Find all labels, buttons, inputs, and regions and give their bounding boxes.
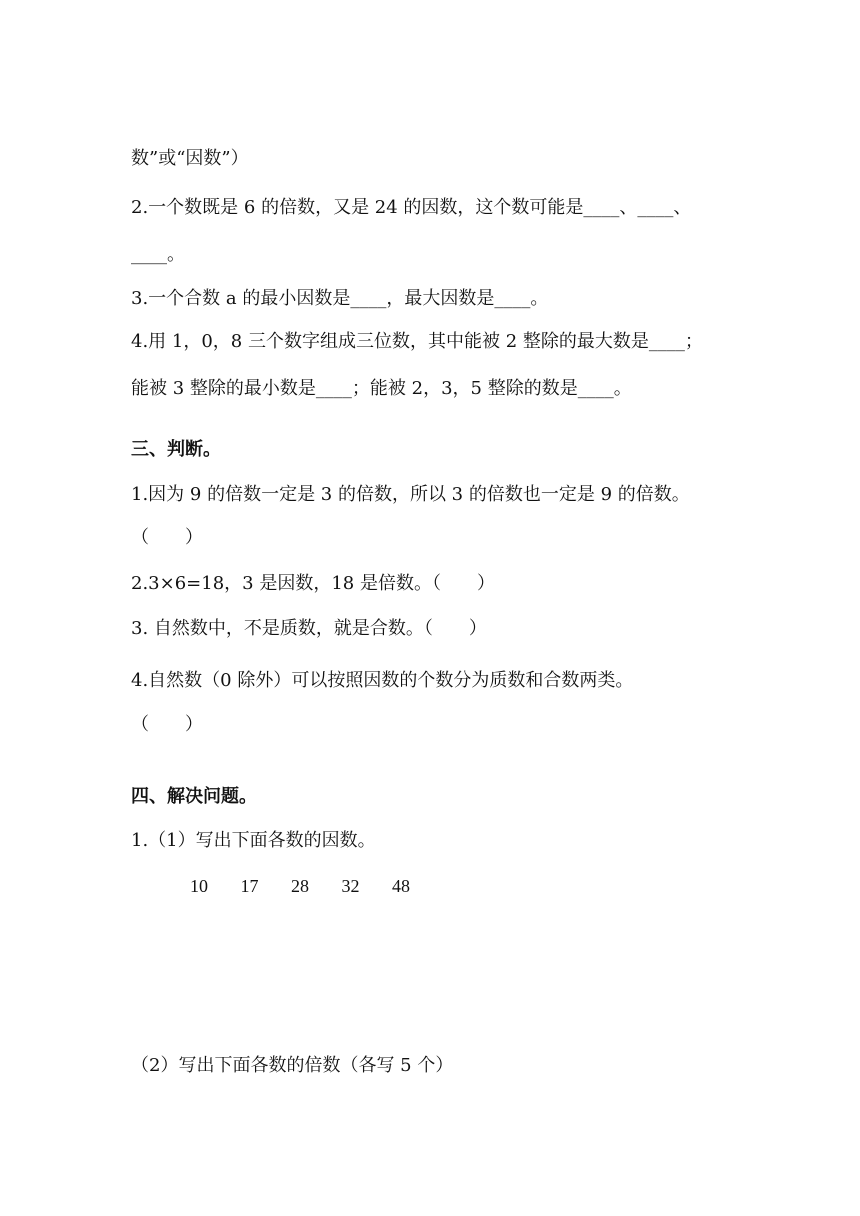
judge-1-line-2: （ ） <box>131 527 203 548</box>
section-4-title: 四、解决问题。 <box>131 786 257 807</box>
question-2-line-2: ____。 <box>131 244 185 265</box>
number-item: 32 <box>341 876 360 896</box>
question-4-line-1: 4.用 1，0，8 三个数字组成三位数，其中能被 2 整除的最大数是____； <box>131 331 703 352</box>
number-item: 48 <box>392 876 410 896</box>
judge-2: 2.3×6=18，3 是因数，18 是倍数。（ ） <box>131 573 495 594</box>
number-item: 17 <box>240 876 259 896</box>
judge-3: 3. 自然数中，不是质数，就是合数。（ ） <box>131 618 487 639</box>
question-3: 3.一个合数 a 的最小因数是____，最大因数是____。 <box>131 288 549 309</box>
number-list <box>190 874 438 898</box>
judge-1-line-1: 1.因为 9 的倍数一定是 3 的倍数，所以 3 的倍数也一定是 9 的倍数。 <box>131 484 690 505</box>
question-4-line-2: 能被 3 整除的最小数是____；能被 2，3，5 整除的数是____。 <box>131 378 632 399</box>
number-item: 10 <box>190 876 208 896</box>
question-1-tail: 数”或“因数”） <box>131 148 249 169</box>
problem-1-part-1: 1.（1）写出下面各数的因数。 <box>131 830 376 851</box>
judge-4-line-1: 4.自然数（0 除外）可以按照因数的个数分为质数和合数两类。 <box>131 670 634 691</box>
question-2-line-1: 2.一个数既是 6 的倍数，又是 24 的因数，这个数可能是____、____、 <box>131 197 692 218</box>
section-3-title: 三、判断。 <box>131 439 221 460</box>
problem-1-part-2: （2）写出下面各数的倍数（各写 5 个） <box>131 1055 454 1076</box>
number-item: 28 <box>291 876 309 896</box>
judge-4-line-2: （ ） <box>131 714 203 735</box>
